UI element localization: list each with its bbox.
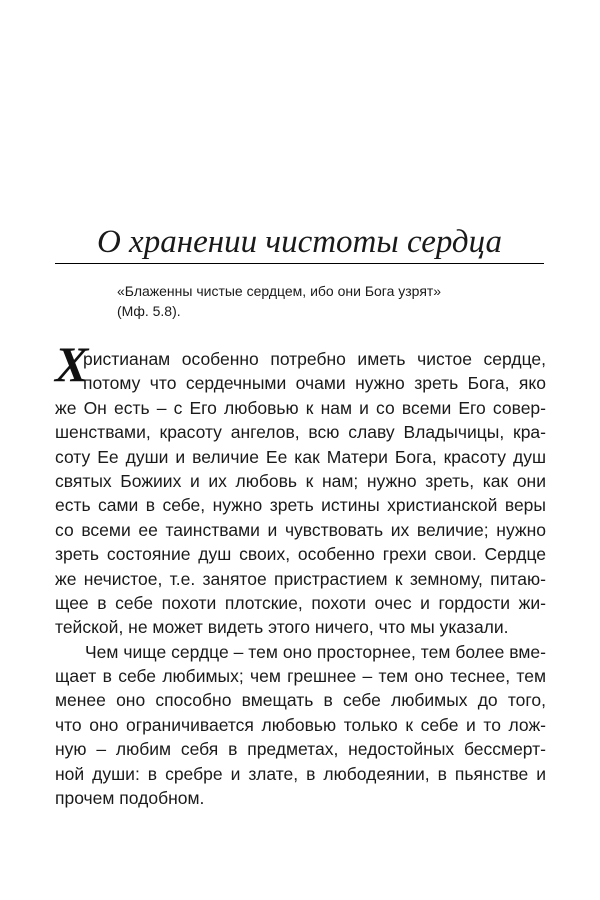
- text-line: прочем подобном.: [55, 788, 205, 809]
- text-line: соту Ее души и величие Ее как Матери Бога, красоту душ: [55, 446, 546, 467]
- text-line: со всеми ее таинствами и чувствовать их величие; нужно: [55, 519, 546, 540]
- text-line: потому что сердечными очами нужно зреть Бога, яко: [83, 373, 546, 394]
- drop-cap-letter: Х: [55, 336, 89, 392]
- text-line: ную – любим себя в предметах, недостойных бессмерт-: [55, 739, 546, 760]
- text-line: зреть состояние душ своих, особенно грехи свои. Сердце: [55, 544, 546, 565]
- text-line: же Он есть – с Его любовью к нам и со всеми Его совер-: [55, 397, 546, 418]
- text-line: что оно ограничивается любовью только к себе и то лож-: [55, 714, 546, 735]
- paragraph-2: [55, 640, 546, 811]
- text-line: же нечистое, т.е. занятое пристрастием к земному, питаю-: [55, 568, 546, 589]
- epigraph-line: «Блаженны чистые сердцем, ибо они Бога узрят»: [117, 283, 442, 299]
- epigraph: [117, 282, 547, 321]
- text-line: щает в себе любимых; чем грешнее – тем оно теснее, тем: [55, 666, 546, 687]
- body-text: [55, 336, 546, 810]
- epigraph-line: (Мф. 5.8).: [117, 302, 181, 319]
- paragraph-1: [55, 336, 546, 640]
- text-line: шенствами, красоту ангелов, всю славу Владычицы, кра-: [55, 422, 546, 443]
- text-line: тейской, не может видеть этого ничего, что мы указали.: [55, 617, 509, 638]
- text-line-content: ристианам особенно потребно иметь чистое сердце,: [83, 349, 546, 369]
- text-line: Чем чище сердце – тем оно просторнее, тем более вме-: [85, 641, 546, 662]
- text-line: менее оно способно вмещать в себе любимых до того,: [55, 690, 546, 711]
- text-line: святых Божиих и их любовь к нам; нужно зреть, как они: [55, 470, 546, 491]
- text-line: щее в себе похоти плотские, похоти очес и гордости жи-: [55, 592, 546, 613]
- chapter-title: О хранении чистоты сердца: [55, 222, 544, 264]
- text-line: ной души: в сребре и злате, в любодеянии, в пьянстве и: [55, 763, 546, 784]
- text-line: есть сами в себе, нужно зреть истины христианской веры: [55, 495, 546, 516]
